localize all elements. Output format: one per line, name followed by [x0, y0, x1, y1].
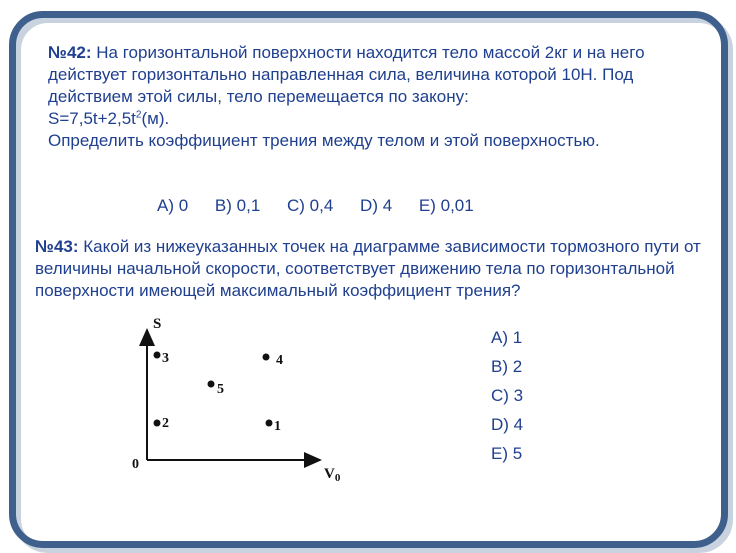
q42-number: №42: [48, 43, 92, 62]
y-axis-label: S [153, 316, 162, 332]
point-4 [263, 353, 284, 368]
svg-text:5: 5 [217, 382, 224, 397]
q42-answer-b[interactable]: B) 0,1 [214, 196, 261, 215]
question-42 [48, 42, 678, 152]
svg-text:4: 4 [276, 353, 283, 368]
x-axis-label: $V_0$ [324, 466, 341, 484]
q43-answer-d[interactable]: D) 4 [491, 415, 524, 434]
q42-answer-a[interactable]: A) 0 [157, 196, 189, 215]
q43-answers [491, 328, 523, 473]
q43-answer-a[interactable]: A) 1 [491, 328, 523, 347]
q42-answer-e[interactable]: E) 0,01 [418, 196, 474, 215]
q43-number: №43: [35, 237, 79, 256]
q42-formula: $S=7,5t+2,5t^2(м)$. [48, 109, 170, 128]
q42-question: Определить коэффициент трения между телом и этой поверхностью. [48, 131, 600, 150]
q42-answers [157, 196, 496, 216]
point-5 [208, 381, 225, 398]
point-3 [154, 351, 170, 366]
svg-text:3: 3 [162, 351, 169, 366]
q42-text: На горизонтальной поверхности находится тело массой 2кг и на него действует горизонтально направленная сила, величина которой 10Н. Под действием этой силы, тело перемещается по закону: [48, 43, 645, 106]
q42-answer-c[interactable]: C) 0,4 [287, 196, 334, 215]
q43-answer-e[interactable]: E) 5 [491, 444, 523, 463]
q43-answer-b[interactable]: B) 2 [491, 357, 523, 376]
braking-diagram [120, 312, 360, 487]
point-2 [154, 416, 170, 431]
q42-answer-d[interactable]: D) 4 [360, 196, 393, 215]
point-1 [266, 419, 282, 434]
origin-label: 0 [132, 457, 139, 472]
q43-answer-c[interactable]: C) 3 [491, 386, 524, 405]
q43-text: Какой из нижеуказанных точек на диаграмме зависимости тормозного пути от величины начальной скорости, соответствует движению тела по горизонтальной поверхности имеющей максимальный коэффициент трения? [35, 237, 701, 300]
svg-text:1: 1 [274, 419, 281, 434]
svg-text:2: 2 [162, 416, 169, 431]
question-43 [35, 236, 705, 302]
